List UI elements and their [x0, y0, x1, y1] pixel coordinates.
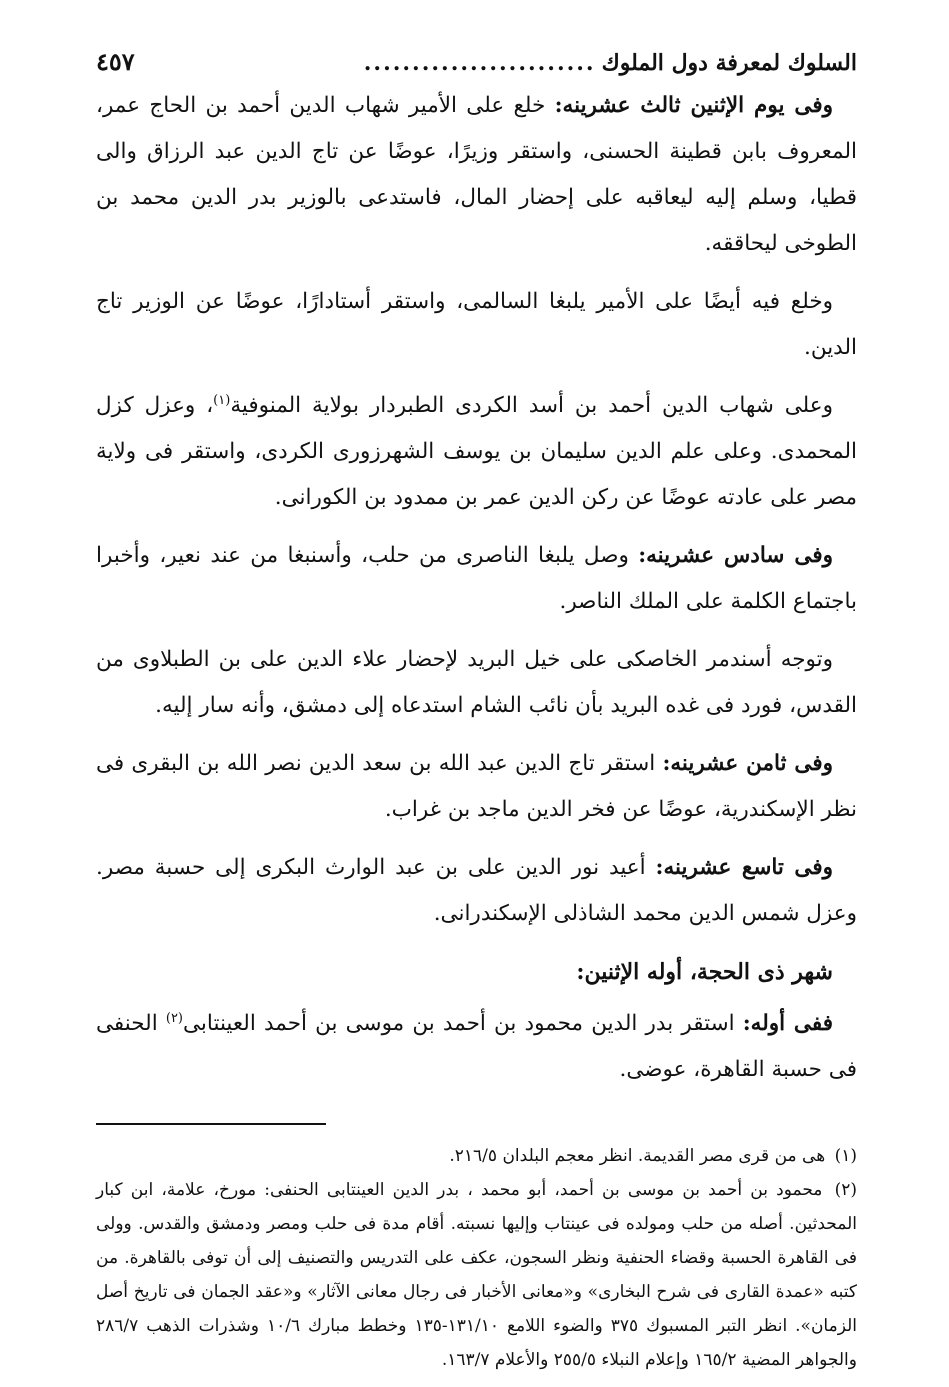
paragraph-text: أعيد نور الدين على بن عبد الوارث البكرى إلى حسبة مصر. وعزل شمس الدين محمد الشاذلى الإسكندرانى. [96, 855, 857, 926]
month-heading: شهر ذى الحجة، أوله الإثنين: [576, 959, 833, 985]
paragraph-lead: وفى سادس عشرينه: [638, 543, 834, 568]
paragraph-lead: وفى تاسع عشرينه: [655, 855, 833, 880]
footnote-1 [96, 1139, 857, 1173]
paragraph-text: استقر بدر الدين محمود بن أحمد بن موسى بن أحمد العينتابى [183, 1011, 743, 1036]
paragraph-5 [96, 637, 857, 729]
paragraph-text: وخلع فيه أيضًا على الأمير يلبغا السالمى، واستقر أستادارًا، عوضًا عن الوزير تاج الدين. [96, 289, 857, 360]
paragraph-2 [96, 279, 857, 371]
paragraph-text: وعلى شهاب الدين أحمد بن أسد الكردى الطبردار بولاية المنوفية [230, 393, 833, 418]
paragraph-text: الحنفى فى حسبة القاهرة، عوضى. [96, 1011, 857, 1082]
main-text [96, 83, 857, 1093]
paragraph-6 [96, 741, 857, 833]
page-number: ٤٥٧ [96, 47, 135, 76]
footnote-text: محمود بن أحمد بن موسى بن أحمد، أبو محمد ، بدر الدين العينتابى الحنفى: مورخ، علامة، ابن كبار المحدثين. أصله من حلب ومولده فى عينتاب وإليها نسبته. أقام مدة فى حلب ومصر ودمشق والقدس. وولى فى القاهرة الحسبة وقضاء الحنفية ونظر السجون، عكف على التدريس والتصنيف إلى أن توفى بالقاهرة. من كتبه «عمدة القارى فى شرح البخارى» و«معانى الأخبار فى رجال معانى الآثار» و«عقد الجمان فى تاريخ أصل الزمان». انظر التبر المسبوك ٣٧٥ والضوء اللامع ١٣١/١٠-١٣٥ وخطط مبارك ١٠/٦ وشذرات الذهب ٢٨٦/٧ والجواهر المضية ١٦٥/٢ وإعلام النبلاء ٢٥٥/٥ والأعلام ١٦٣/٧. [96, 1180, 857, 1370]
paragraph-text: وتوجه أسندمر الخاصكى على خيل البريد لإحضار علاء الدين على بن الطبلاوى من القدس، فورد فى غده البريد بأن نائب الشام استدعاه إلى دمشق، وأنه سار إليه. [96, 647, 857, 718]
paragraph-text: خلع على الأمير شهاب الدين أحمد بن الحاج عمر، المعروف بابن قطينة الحسنى، واستقر وزيرًا، عوضًا عن تاج الدين عبد الرزاق والى قطيا، وسلم إليه ليعاقبه على إحضار المال، فاستدعى بالوزير بدر الدين محمد بن الطوخى ليحاققه. [96, 93, 857, 256]
paragraph-lead: ففى أوله: [742, 1011, 833, 1036]
paragraph-final [96, 1001, 857, 1093]
footnote-ref-2[interactable]: (٢) [165, 1010, 183, 1026]
paragraph-7 [96, 845, 857, 937]
paragraph-text: وصل يلبغا الناصرى من حلب، وأسنبغا من عند نعير، وأخبرا باجتماع الكلمة على الملك الناصر. [96, 543, 857, 614]
footnote-2 [96, 1173, 857, 1377]
book-title: السلوك لمعرفة دول الملوك [601, 50, 857, 76]
paragraph-text: استقر تاج الدين عبد الله بن سعد الدين نصر الله بن البقرى فى نظر الإسكندرية، عوضًا عن فخر الدين ماجد بن غراب. [96, 751, 857, 822]
footnote-number: (٢) [834, 1180, 858, 1200]
footnote-separator-wrap [96, 1123, 857, 1125]
paragraph-lead: وفى ثامن عشرينه: [662, 751, 833, 776]
footnote-text: هى من قرى مصر القديمة. انظر معجم البلدان ٢١٦/٥. [449, 1146, 826, 1166]
footnote-ref-1[interactable]: (١) [213, 392, 231, 408]
paragraph-3 [96, 383, 857, 521]
running-header [96, 42, 857, 83]
paragraph-text: ، وعزل كزل المحمدى. وعلى علم الدين سليمان بن يوسف الشهرزورى الكردى، واستقر فى ولاية مصر على عادته عوضًا عن ركن الدين عمر بن ممدود بن الكورانى. [96, 393, 857, 510]
header-leader-dots: ........................ [363, 50, 596, 76]
paragraph-1 [96, 83, 857, 267]
footnote-separator [96, 1123, 326, 1125]
footnotes [96, 1139, 857, 1377]
paragraph-lead: وفى يوم الإثنين ثالث عشرينه: [554, 93, 833, 118]
paragraph-4 [96, 533, 857, 625]
footnote-number: (١) [834, 1146, 857, 1166]
